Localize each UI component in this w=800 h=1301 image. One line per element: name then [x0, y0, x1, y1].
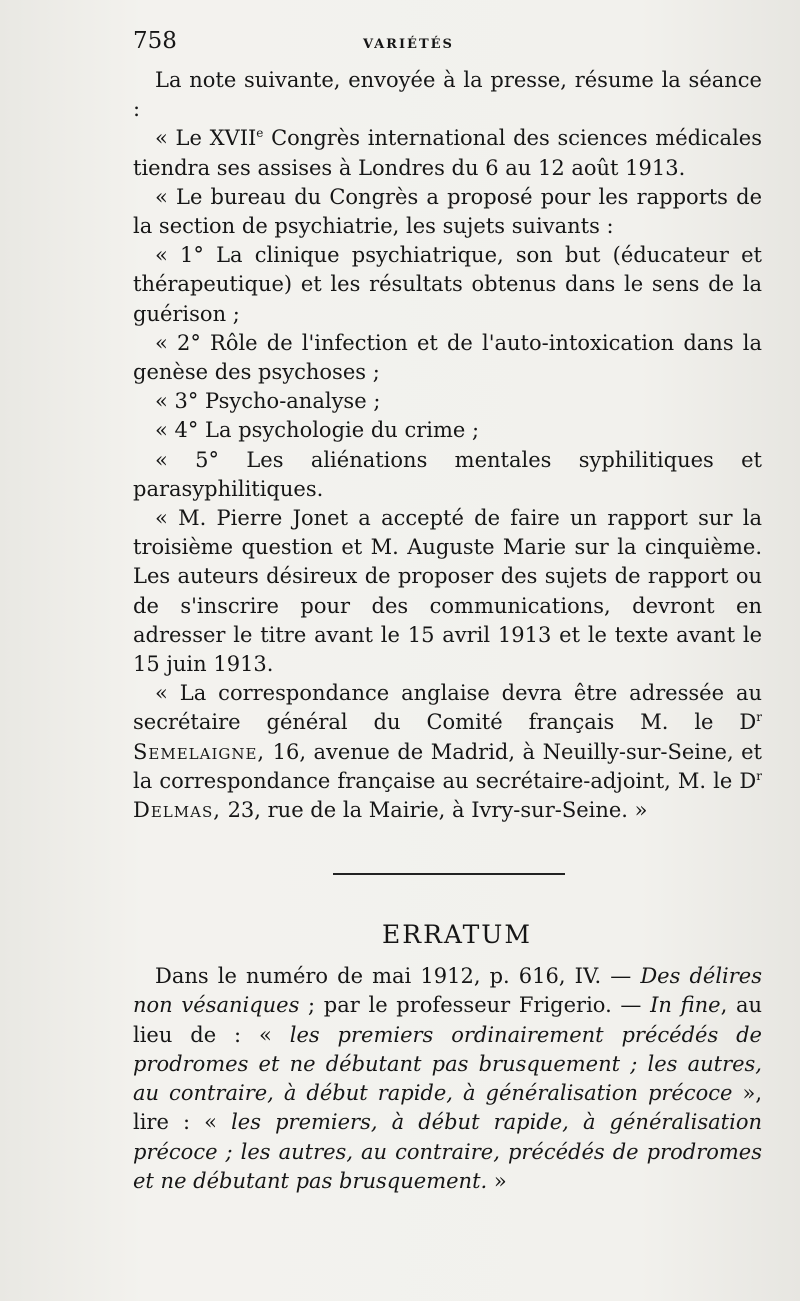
erratum-italic: In fine: [650, 993, 721, 1018]
body-text: [133, 66, 762, 825]
paragraph-reports: « M. Pierre Jonet a accepté de faire un rapport sur la troisième question et M. Auguste Marie sur la cinquième. Les auteurs désireux de proposer des sujets de rapport ou de s'inscrire pour des communications, devront en adresser le titre avant le 15 avril 1913 et le texte avant le 15 juin 1913.: [133, 506, 762, 677]
erratum-text: », lire : «: [133, 1081, 763, 1135]
list-item: « 3° Psycho-analyse ;: [155, 389, 381, 414]
person-name: Semelaigne,: [133, 739, 266, 764]
section-divider: [333, 873, 565, 875]
running-head: [133, 28, 762, 66]
erratum-text: , au lieu de : «: [133, 993, 762, 1047]
ordinal-superscript: e: [256, 126, 264, 141]
erratum-text: »: [487, 1168, 507, 1193]
doctor-superscript: r: [756, 710, 762, 725]
list-item: « 5° Les aliénations mentales syphilitiques et parasyphilitiques.: [133, 447, 762, 501]
erratum-italic: les premiers, à début rapide, à généralisation précoce ; les autres, au contraire, précédés de prodromes et ne débutant pas brusquement.: [133, 1110, 762, 1193]
erratum-italic: Des délires non vésaniques: [133, 964, 762, 1018]
congress-text-b: Congrès international des sciences médicales tiendra ses assises à Londres du 6 au 12 août 1913.: [133, 126, 763, 180]
erratum-italic: les premiers ordinairement précédés de prodromes et ne débutant pas brusquement ; les autres, au contraire, à début rapide, à généralisation précoce: [133, 1022, 762, 1106]
erratum-text: Dans le numéro de mai 1912, p. 616, IV. —: [155, 964, 641, 989]
congress-text-a: « Le XVII: [155, 126, 257, 151]
correspondence-text-c: 23, rue de la Mairie, à Ivry-sur-Seine. »: [220, 798, 648, 823]
erratum-paragraph: [133, 962, 762, 1196]
page-number: 758: [133, 28, 177, 54]
correspondence-text-b: 16, avenue de Madrid, à Neuilly-sur-Seine, et la correspondance française au secrétaire-adjoint, M. le D: [133, 739, 762, 793]
paragraph-bureau: « Le bureau du Congrès a proposé pour les rapports de la section de psychiatrie, les sujets suivants :: [133, 184, 762, 239]
list-item: « 2° Rôle de l'infection et de l'auto-intoxication dans la genèse des psychoses ;: [133, 330, 762, 385]
running-title: VARIÉTÉS: [363, 37, 454, 52]
doctor-superscript: r: [756, 768, 762, 783]
paragraph-intro: La note suivante, envoyée à la presse, résume la séance :: [133, 68, 762, 122]
person-name: Delmas,: [133, 798, 221, 823]
erratum-text: ; par le professeur Frigerio. —: [299, 993, 651, 1018]
erratum-body: [133, 962, 762, 1196]
paragraph-congress: [133, 124, 762, 182]
list-item: « 4° La psychologie du crime ;: [155, 418, 480, 443]
erratum-title: ERRATUM: [382, 920, 532, 950]
correspondence-text-a: « La correspondance anglaise devra être adressée au secrétaire général du Comité français M. le D: [133, 681, 762, 735]
paragraph-correspondence: [133, 679, 762, 825]
list-item: « 1° La clinique psychiatrique, son but (éducateur et thérapeutique) et les résultats obtenus dans le sens de la guérison ;: [133, 243, 762, 326]
